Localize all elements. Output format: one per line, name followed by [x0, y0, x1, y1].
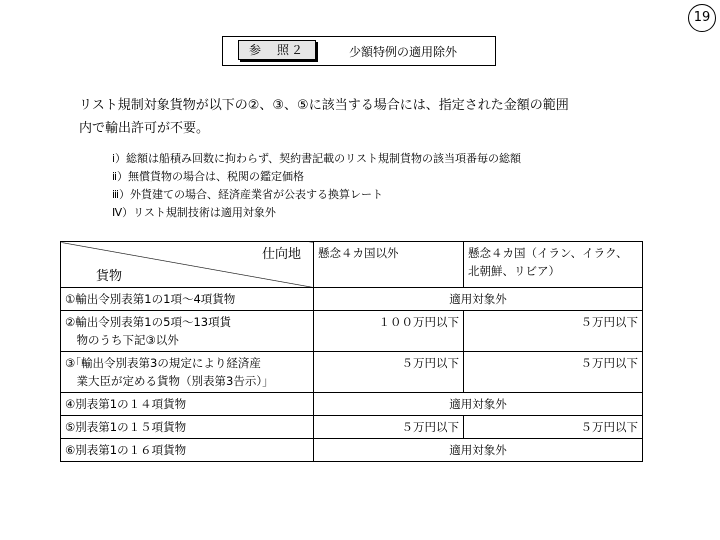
row-label-line-1: ③｢輸出令別表第3の規定により経済産 — [65, 356, 261, 370]
reference-label: 参 照２ — [238, 40, 316, 60]
table-corner-cell — [61, 242, 314, 288]
note-item: ⅱ）無償貨物の場合は、税関の鑑定価格 — [112, 170, 305, 183]
page-number: 19 — [688, 4, 716, 32]
merged-value-cell: 適用対象外 — [314, 393, 643, 416]
table-header-row — [61, 242, 643, 288]
goods-header: 貨物 — [96, 269, 123, 284]
table-row — [61, 311, 643, 352]
intro-line-2: 内で輸出許可が不要。 — [79, 121, 210, 136]
value-cell-non-concern: １００万円以下 — [314, 311, 464, 352]
intro-text — [79, 94, 669, 140]
table-row — [61, 352, 643, 393]
header-box — [222, 36, 496, 66]
value-cell-non-concern: ５万円以下 — [314, 352, 464, 393]
intro-line-1: リスト規制対象貨物が以下の②、③、⑤に該当する場合には、指定された金額の範囲 — [79, 98, 569, 113]
merged-value-cell: 適用対象外 — [314, 288, 643, 311]
row-label: ⑤別表第1の１５項貨物 — [61, 416, 314, 439]
note-item: Ⅳ）リスト規制技術は適用対象外 — [112, 206, 276, 219]
row-label — [61, 352, 314, 393]
row-label — [61, 311, 314, 352]
column-header-non-concern: 懸念４カ国以外 — [314, 242, 464, 288]
row-label: ⑥別表第1の１６項貨物 — [61, 439, 314, 462]
value-cell-concern: ５万円以下 — [464, 311, 643, 352]
value-cell-non-concern: ５万円以下 — [314, 416, 464, 439]
table-row — [61, 439, 643, 462]
column-header-concern-line-1: 懸念４カ国（イラン、イラク、 — [468, 246, 628, 260]
table-row — [61, 288, 643, 311]
page-title: 少額特例の適用除外 — [349, 45, 458, 59]
exemption-table — [60, 241, 643, 462]
value-cell-concern: ５万円以下 — [464, 416, 643, 439]
note-item: ⅰ）総額は船積み回数に拘わらず、契約書記載のリスト規制貨物の該当項番毎の総額 — [112, 152, 521, 165]
row-label-line-2: 物のうち下記③以外 — [65, 333, 179, 347]
note-item: ⅲ）外貨建ての場合、経済産業省が公表する換算レート — [112, 188, 384, 201]
row-label-line-1: ②輸出令別表第1の5項～13項貨 — [65, 315, 232, 329]
table-row — [61, 416, 643, 439]
value-cell-concern: ５万円以下 — [464, 352, 643, 393]
row-label-line-2: 業大臣が定める貨物（別表第3告示）」 — [65, 374, 274, 388]
table-row — [61, 393, 643, 416]
row-label: ①輸出令別表第1の1項～4項貨物 — [61, 288, 314, 311]
merged-value-cell: 適用対象外 — [314, 439, 643, 462]
destination-header: 仕向地 — [261, 247, 301, 262]
notes-list — [112, 150, 521, 222]
column-header-concern-line-2: 北朝鮮、リビア） — [468, 264, 560, 278]
row-label: ④別表第1の１４項貨物 — [61, 393, 314, 416]
column-header-concern — [464, 242, 643, 288]
